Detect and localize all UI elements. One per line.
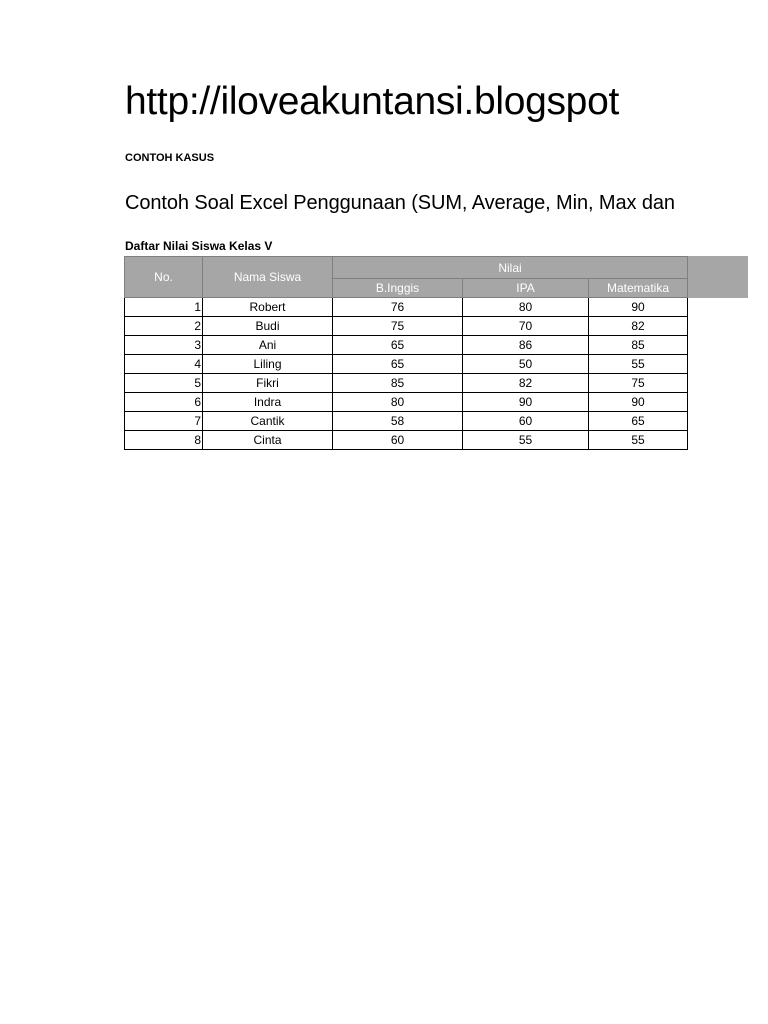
column-group-header-nilai: Nilai	[333, 257, 688, 279]
cell-matematika: 55	[589, 355, 688, 374]
table-row	[125, 298, 688, 317]
cell-matematika: 75	[589, 374, 688, 393]
cell-binggris: 76	[333, 298, 463, 317]
cell-matematika: 90	[589, 393, 688, 412]
cell-ipa: 50	[463, 355, 589, 374]
table-row	[125, 336, 688, 355]
table-row	[125, 412, 688, 431]
cell-matematika: 85	[589, 336, 688, 355]
table-row	[125, 374, 688, 393]
cell-name: Budi	[203, 317, 333, 336]
cell-ipa: 82	[463, 374, 589, 393]
cell-no: 8	[125, 431, 203, 450]
cell-binggris: 65	[333, 355, 463, 374]
cell-ipa: 70	[463, 317, 589, 336]
cell-binggris: 65	[333, 336, 463, 355]
cell-ipa: 80	[463, 298, 589, 317]
cell-name: Cantik	[203, 412, 333, 431]
cell-no: 4	[125, 355, 203, 374]
cell-no: 1	[125, 298, 203, 317]
table-row	[125, 431, 688, 450]
cell-ipa: 90	[463, 393, 589, 412]
cell-matematika: 82	[589, 317, 688, 336]
case-label: CONTOH KASUS	[125, 152, 215, 164]
cell-no: 2	[125, 317, 203, 336]
table-row	[125, 317, 688, 336]
cell-name: Robert	[203, 298, 333, 317]
cell-ipa: 60	[463, 412, 589, 431]
cell-binggris: 85	[333, 374, 463, 393]
cell-matematika: 65	[589, 412, 688, 431]
cell-name: Liling	[203, 355, 333, 374]
table-caption: Daftar Nilai Siswa Kelas V	[125, 239, 273, 253]
cell-no: 5	[125, 374, 203, 393]
cell-name: Ani	[203, 336, 333, 355]
cell-name: Fikri	[203, 374, 333, 393]
cell-name: Indra	[203, 393, 333, 412]
cell-binggris: 75	[333, 317, 463, 336]
cell-name: Cinta	[203, 431, 333, 450]
score-table	[124, 256, 688, 450]
cell-ipa: 55	[463, 431, 589, 450]
table-row	[125, 355, 688, 374]
page-title: Contoh Soal Excel Penggunaan (SUM, Average, Min, Max dan	[125, 192, 675, 214]
cell-no: 7	[125, 412, 203, 431]
cell-binggris: 80	[333, 393, 463, 412]
cell-binggris: 60	[333, 431, 463, 450]
table-row	[125, 393, 688, 412]
column-header-name: Nama Siswa	[203, 257, 333, 298]
column-header-ipa: IPA	[463, 279, 589, 298]
page-url-heading: http://iloveakuntansi.blogspot	[125, 80, 620, 123]
cell-binggris: 58	[333, 412, 463, 431]
cell-ipa: 86	[463, 336, 589, 355]
column-header-no: No.	[125, 257, 203, 298]
cell-no: 6	[125, 393, 203, 412]
column-header-binggris: B.Inggis	[333, 279, 463, 298]
cell-matematika: 90	[589, 298, 688, 317]
cell-matematika: 55	[589, 431, 688, 450]
column-header-matematika: Matematika	[589, 279, 688, 298]
cell-no: 3	[125, 336, 203, 355]
